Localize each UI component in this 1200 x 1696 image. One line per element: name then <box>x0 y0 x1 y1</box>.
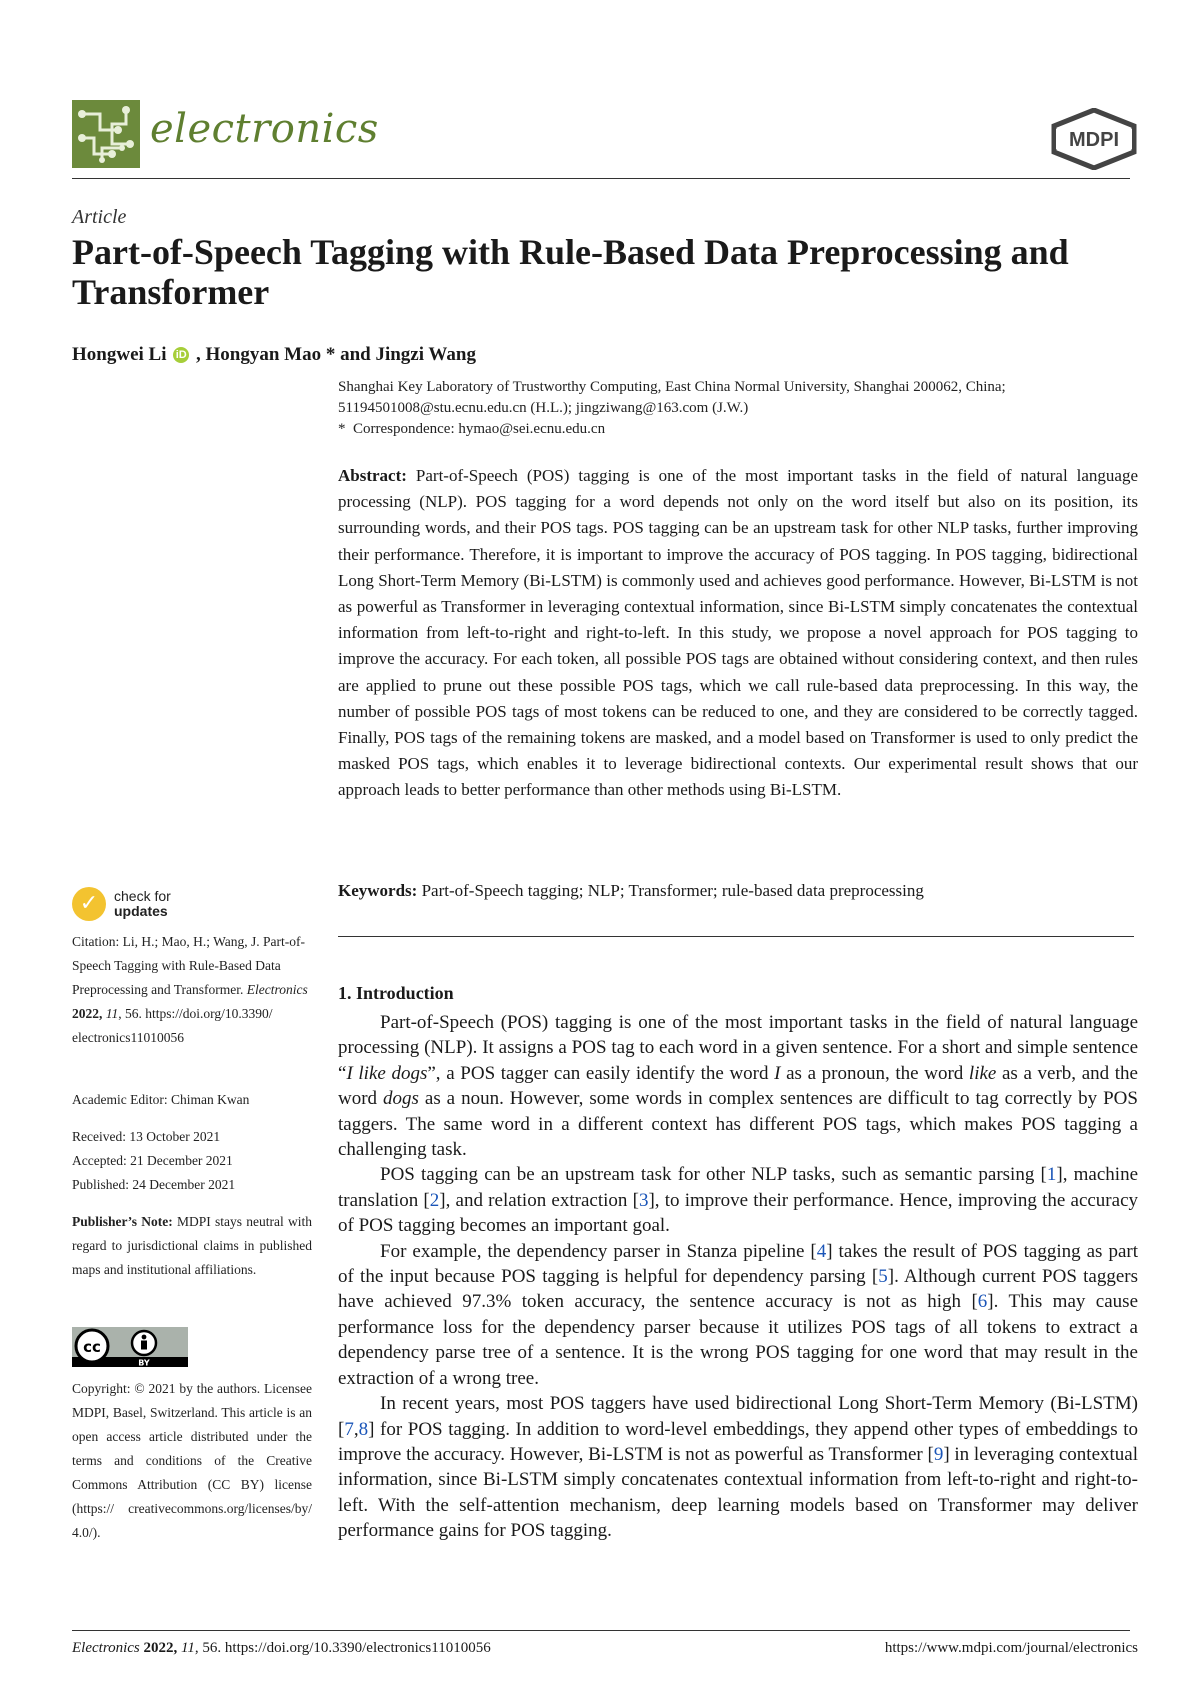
footer-citation: Electronics 2022, 11, 56. https://doi.org/10.3390/electronics11010056 <box>72 1640 491 1656</box>
svg-text:cc: cc <box>83 1338 101 1356</box>
mdpi-logo[interactable] <box>1050 108 1138 170</box>
abstract-text: Part-of-Speech (POS) tagging is one of the most important tasks in the field of natural language processing (NLP). POS tagging for a word depends not only on the word itself but also on its position, its surrounding words, and their POS tags. POS tagging can be an upstream task for other NLP tasks, further improving their performance. Therefore, it is important to improve the accuracy of POS tagging. In POS tagging, bidirectional Long Short-Term Memory (Bi-LSTM) is commonly used and achieves good performance. However, Bi-LSTM is not as powerful as Transformer in leveraging contextual information, since Bi-LSTM simply concatenates the contextual information from left-to-right and right-to-left. In this study, we propose a novel approach for POS tagging to improve the accuracy. For each token, all possible POS tags are obtained without considering context, and then rules are applied to prune out these possible POS tags, which we call rule-based data preprocessing. In this way, the number of possible POS tags of most tokens can be reduced to one, and they are considered to be correctly tagged. Finally, POS tags of the remaining tokens are masked, and a model based on Transformer is used to only predict the masked POS tags, which enables it to leverage bidirectional contexts. Our experimental result shows that our approach leads to better performance than other methods using Bi-LSTM. <box>338 466 1139 800</box>
paragraph: Part-of-Speech (POS) tagging is one of the most important tasks in the field of natural language processing (NLP). It assigns a POS tag to each word in a given sentence. For a short and simple sentence “I like dogs”, a POS tagger can easily identify the word I as a pronoun, the word like as a verb, and the word dogs as a noun. However, some words in complex sentences are difficult to tag correctly by POS taggers. The same word in a different context has different POS tags, which makes POS tagging a challenging task. <box>338 1012 1138 1161</box>
citation-link[interactable]: 1 <box>1046 1164 1057 1186</box>
author-first: Hongwei Li <box>72 344 167 365</box>
citation-link[interactable]: 2 <box>429 1189 440 1211</box>
correspondence: * Correspondence: hymao@sei.ecnu.edu.cn <box>338 421 606 437</box>
keywords-text: Part-of-Speech tagging; NLP; Transformer; rule-based data preprocessing <box>421 881 924 900</box>
keywords <box>338 881 1138 901</box>
section-heading: 1. Introduction <box>338 983 454 1003</box>
publisher-note: Publisher’s Note: MDPI stays neutral with regard to jurisdictional claims in published maps and institutional affiliations. <box>72 1214 313 1277</box>
asterisk-mark: * <box>338 421 353 437</box>
affiliation-line: Shanghai Key Laboratory of Trustworthy Computing, East China Normal University, Shanghai 200062, China; <box>338 379 1006 395</box>
citation-block: Citation: Li, H.; Mao, H.; Wang, J. Part-of-Speech Tagging with Rule-Based Data Preprocessing and Transformer. Electronics 2022, 11, 56. https://doi.org/10.3390/ electronics11010056 <box>72 934 308 1045</box>
citation-link[interactable]: 8 <box>358 1418 369 1440</box>
author-emails[interactable]: 51194501008@stu.ecnu.edu.cn (H.L.); jingziwang@163.com (J.W.) <box>338 400 749 416</box>
accepted-date: Accepted: 21 December 2021 <box>72 1153 233 1168</box>
circuit-icon <box>72 100 140 168</box>
paragraph: POS tagging can be an upstream task for other NLP tasks, such as semantic parsing [1], machine translation [2], and relation extraction [3], to improve their performance. Hence, improving the accuracy of POS tagging becomes an important goal. <box>338 1164 1139 1237</box>
orcid-icon[interactable]: iD <box>173 347 189 363</box>
abstract-label: Abstract: <box>338 466 407 485</box>
publisher-name: MDPI <box>1069 129 1119 151</box>
affiliation <box>338 377 1138 440</box>
intro-body <box>338 1010 1138 1544</box>
journal-url-link[interactable]: https://www.mdpi.com/journal/electronics <box>884 1640 1138 1656</box>
journal-logo <box>72 100 140 168</box>
citation-link[interactable]: 5 <box>878 1266 888 1288</box>
publication-dates <box>72 1125 312 1197</box>
svg-text:BY: BY <box>138 1358 150 1367</box>
keywords-label: Keywords: <box>338 881 418 900</box>
received-date: Received: 13 October 2021 <box>72 1129 221 1144</box>
citation-link[interactable]: 3 <box>638 1189 649 1211</box>
checkmark-icon: ✓ <box>72 887 106 921</box>
paragraph: In recent years, most POS taggers have used bidirectional Long Short-Term Memory (Bi-LSTM) [7,8] for POS tagging. In addition to word-level embeddings, they append other types of embeddings to improve the accuracy. However, Bi-LSTM is not as powerful as Transformer [9] in leveraging contextual information, since Bi-LSTM simply concatenates contextual information from left-to-right and right-to-left. With the self-attention mechanism, deep learning models based on Transformer may deliver performance gains for POS tagging. <box>338 1393 1139 1542</box>
published-date: Published: 24 December 2021 <box>72 1177 236 1192</box>
academic-editor: Academic Editor: Chiman Kwan <box>72 1092 250 1107</box>
author-rest: , Hongyan Mao * and Jingzi Wang <box>195 344 476 365</box>
abstract <box>338 463 1138 804</box>
check-for-updates-button[interactable]: ✓ check for updates <box>72 887 171 921</box>
citation-link[interactable]: 9 <box>933 1443 944 1465</box>
journal-name: electronics <box>150 106 379 152</box>
citation-link[interactable]: 7 <box>344 1418 354 1440</box>
citation-link[interactable]: 6 <box>977 1291 988 1313</box>
copyright-notice: Copyright: © 2021 by the authors. Licensee MDPI, Basel, Switzerland. This article is an open access article distributed under the terms and conditions of the Creative Commons Attribution (CC BY) license (https:// creativecommons.org/licenses/by/ 4.0/). <box>72 1381 312 1540</box>
header-divider <box>72 178 1130 179</box>
citation-link[interactable]: 4 <box>816 1240 827 1262</box>
author-list <box>72 344 476 366</box>
paper-title: Part-of-Speech Tagging with Rule-Based Data Preprocessing and Transformer <box>72 232 1069 312</box>
cc-by-license-badge[interactable] <box>72 1327 188 1367</box>
paragraph: For example, the dependency parser in Stanza pipeline [4] takes the result of POS tagging as part of the input because POS tagging is helpful for dependency parsing [5]. Although current POS taggers have achieved 97.3% token accuracy, the sentence accuracy is not as high [6]. This may cause performance loss for the dependency parser because it utilizes POS tags of all tokens to extract a dependency parse tree of a sentence. It is the wrong POS tagging for one word that may result in the extraction of a wrong tree. <box>338 1240 1138 1389</box>
footer-divider <box>72 1630 1130 1631</box>
article-type: Article <box>72 206 127 228</box>
section-divider <box>338 936 1134 937</box>
